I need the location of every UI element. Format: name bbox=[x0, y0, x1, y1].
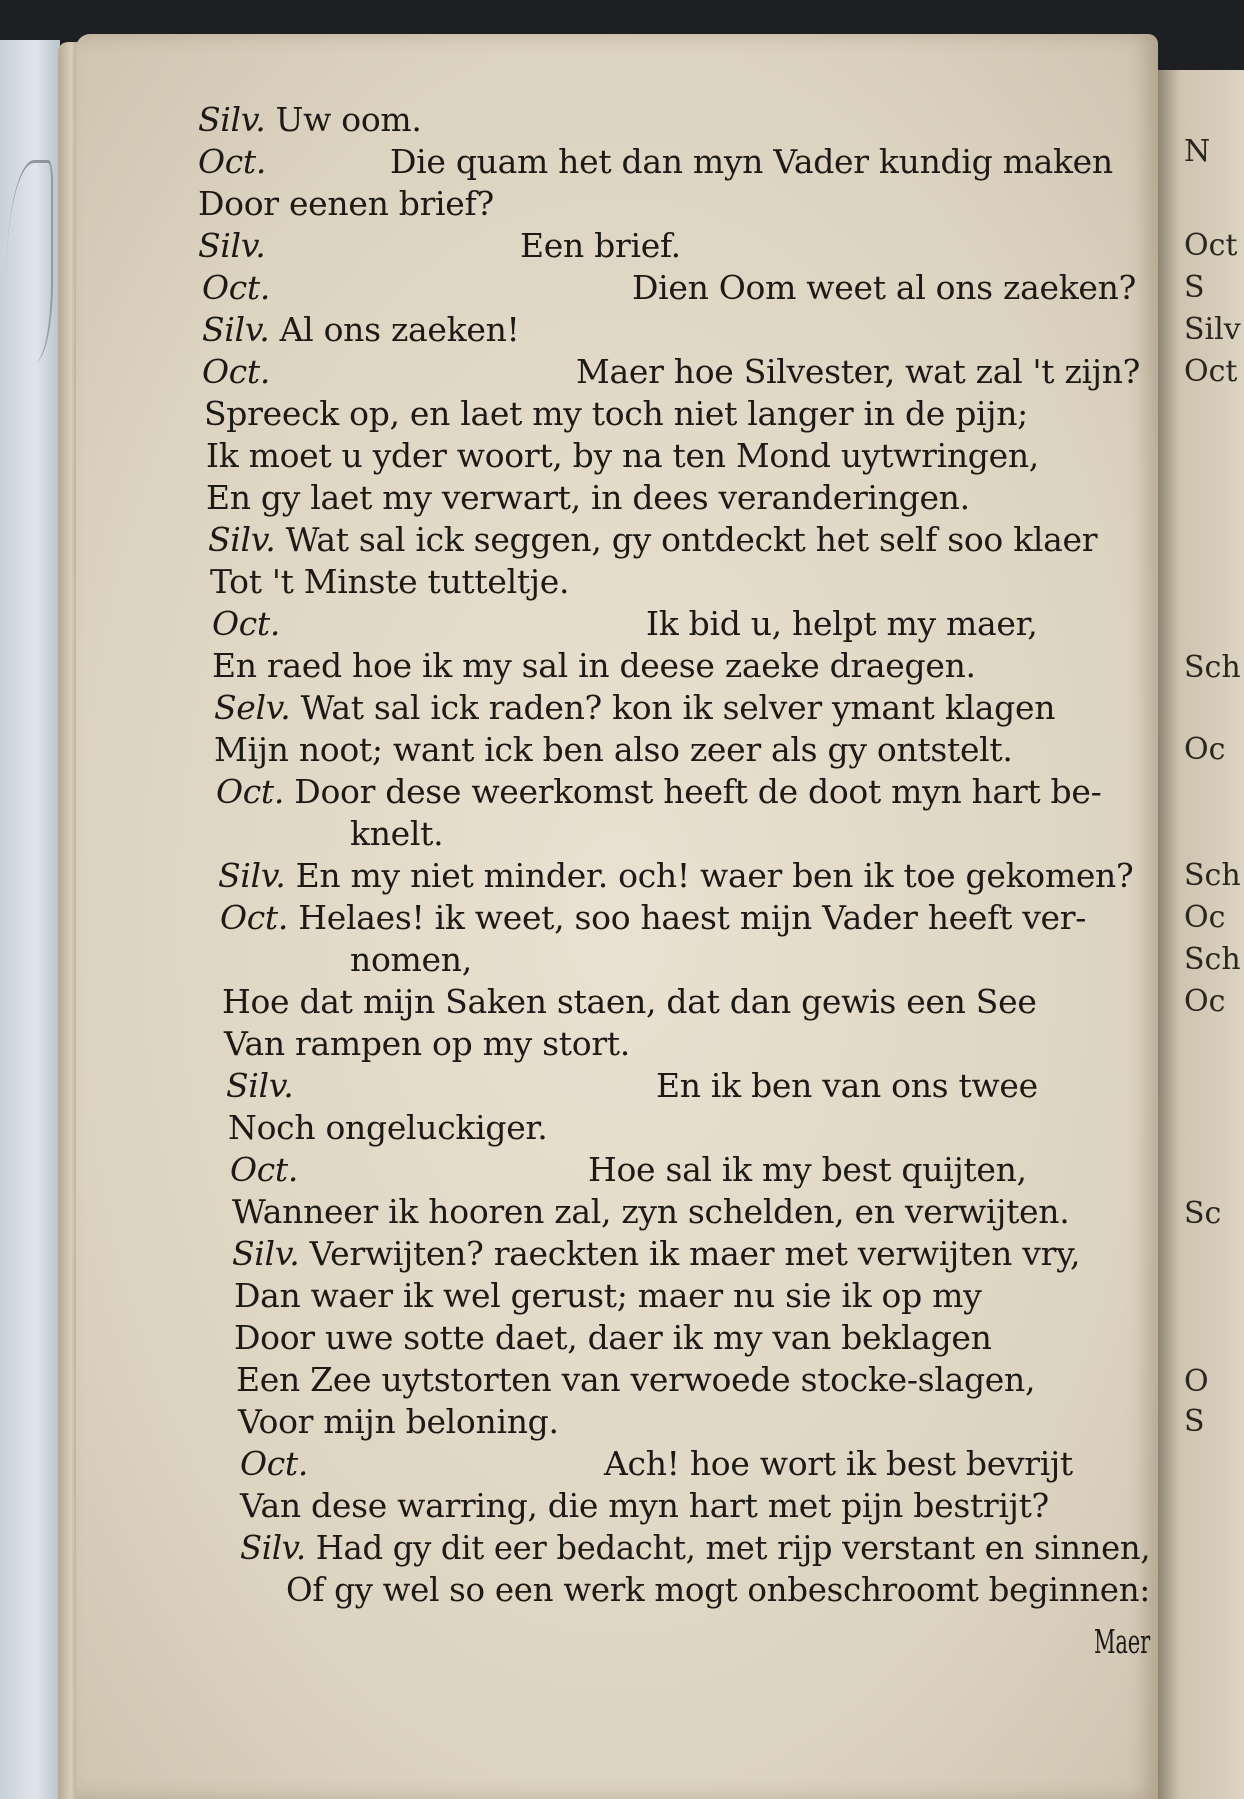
text-line bbox=[350, 940, 472, 980]
speaker-label: Oct. bbox=[230, 1150, 299, 1189]
line-text: Door uwe sotte daet, daer ik my van beklagen bbox=[234, 1318, 992, 1357]
line-text: Door dese weerkomst heeft de doot myn hart be- bbox=[284, 772, 1102, 811]
line-text: Een Zee uytstorten van verwoede stocke-slagen, bbox=[236, 1360, 1036, 1399]
text-line bbox=[232, 1192, 1069, 1232]
next-page-fragment: Oc bbox=[1184, 984, 1226, 1019]
line-text: knelt. bbox=[350, 814, 444, 853]
next-page-fragment: Oc bbox=[1184, 732, 1226, 767]
speaker-label: Oct. bbox=[240, 1444, 309, 1483]
speaker-label: Silv. bbox=[226, 1066, 294, 1105]
text-line bbox=[212, 646, 976, 686]
text-line bbox=[206, 436, 1039, 476]
next-page-fragment: Oct bbox=[1184, 228, 1238, 263]
next-page-fragment: Sch bbox=[1184, 858, 1241, 893]
next-page-fragment: N bbox=[1184, 134, 1211, 169]
line-text: Van dese warring, die myn hart met pijn bestrijt? bbox=[240, 1486, 1049, 1525]
text-line bbox=[208, 520, 1097, 560]
line-text: Door eenen brief? bbox=[198, 184, 494, 223]
line-text: Wanneer ik hooren zal, zyn schelden, en verwijten. bbox=[232, 1192, 1070, 1231]
line-text: Al ons zaeken! bbox=[269, 310, 520, 349]
text-line bbox=[198, 184, 494, 224]
text-line bbox=[224, 1024, 630, 1064]
text-line bbox=[230, 1150, 1027, 1190]
next-page-fragment: Silv bbox=[1184, 312, 1241, 347]
line-text: Uw oom. bbox=[265, 100, 422, 139]
text-line bbox=[198, 226, 681, 266]
next-page-fragment: Sch bbox=[1184, 942, 1241, 977]
text-line bbox=[204, 394, 1028, 434]
line-text: Maer hoe Silvester, wat zal 't zijn? bbox=[576, 352, 1141, 391]
text-line bbox=[218, 856, 1133, 896]
text-line bbox=[212, 604, 1038, 644]
line-text: Hoe sal ik my best quijten, bbox=[588, 1150, 1027, 1189]
text-line bbox=[206, 478, 970, 518]
text-line bbox=[202, 310, 519, 350]
line-text: Spreeck op, en laet my toch niet langer in de pijn; bbox=[204, 394, 1028, 433]
line-text: Wat sal ick seggen, gy ontdeckt het self soo klaer bbox=[275, 520, 1098, 559]
text-line bbox=[240, 1486, 1049, 1526]
line-text: Dan waer ik wel gerust; maer nu sie ik op my bbox=[234, 1276, 982, 1315]
text-line bbox=[286, 1570, 1150, 1610]
text-line bbox=[228, 1108, 547, 1148]
text-line bbox=[214, 688, 1055, 728]
speaker-label: Silv. bbox=[202, 310, 270, 349]
line-text: Verwijten? raeckten ik maer met verwijten vry, bbox=[299, 1234, 1081, 1273]
next-page-fragment: O bbox=[1184, 1364, 1209, 1399]
line-text: Dien Oom weet al ons zaeken? bbox=[632, 268, 1136, 307]
line-text: Wat sal ick raden? kon ik selver ymant klagen bbox=[290, 688, 1056, 727]
text-line bbox=[202, 352, 1141, 392]
line-text: Een brief. bbox=[520, 226, 681, 265]
line-text: Ik bid u, helpt my maer, bbox=[646, 604, 1038, 643]
line-text: Had gy dit eer bedacht, met rijp verstant en sinnen, bbox=[305, 1528, 1151, 1567]
text-line bbox=[202, 268, 1136, 308]
speaker-label: Silv. bbox=[198, 100, 266, 139]
text-line bbox=[240, 1528, 1150, 1568]
next-page-fragment: Oct bbox=[1184, 354, 1238, 389]
text-line bbox=[350, 814, 443, 854]
speaker-label: Silv. bbox=[232, 1234, 300, 1273]
next-page-fragment: S bbox=[1184, 1404, 1205, 1439]
text-line bbox=[226, 1066, 1038, 1106]
speaker-label: Oct. bbox=[212, 604, 281, 643]
text-line bbox=[236, 1360, 1035, 1400]
line-text: En gy laet my verwart, in dees veranderingen. bbox=[206, 478, 970, 517]
line-text: Of gy wel so een werk mogt onbeschroomt beginnen: bbox=[286, 1570, 1150, 1609]
line-text: Noch ongeluckiger. bbox=[228, 1108, 548, 1147]
line-text: nomen, bbox=[350, 940, 472, 979]
line-text: Van rampen op my stort. bbox=[224, 1024, 630, 1063]
text-line bbox=[234, 1318, 992, 1358]
speaker-label: Silv. bbox=[198, 226, 266, 265]
text-line bbox=[210, 562, 569, 602]
text-line bbox=[214, 730, 1013, 770]
text-line bbox=[1094, 1622, 1150, 1662]
speaker-label: Silv. bbox=[208, 520, 276, 559]
next-page-fragment: Sch bbox=[1184, 650, 1241, 685]
text-line bbox=[198, 142, 1113, 182]
text-line bbox=[238, 1402, 559, 1442]
speaker-label: Oct. bbox=[220, 898, 289, 937]
text-line bbox=[220, 898, 1086, 938]
line-text: En my niet minder. och! waer ben ik toe gekomen? bbox=[285, 856, 1134, 895]
text-line bbox=[234, 1276, 981, 1316]
line-text: Maer bbox=[1094, 1622, 1150, 1661]
text-line bbox=[232, 1234, 1080, 1274]
speaker-label: Oct. bbox=[202, 352, 271, 391]
line-text: Ach! hoe wort ik best bevrijt bbox=[604, 1444, 1073, 1483]
next-page-fragment: Sc bbox=[1184, 1196, 1222, 1231]
next-page-fragment: Oc bbox=[1184, 900, 1226, 935]
line-text: En ik ben van ons twee bbox=[656, 1066, 1038, 1105]
line-text: Mijn noot; want ick ben also zeer als gy ontstelt. bbox=[214, 730, 1013, 769]
text-line bbox=[198, 100, 422, 140]
text-line bbox=[222, 982, 1037, 1022]
line-text: Ik moet u yder woort, by na ten Mond uytwringen, bbox=[206, 436, 1039, 475]
speaker-label: Silv. bbox=[218, 856, 286, 895]
line-text: En raed hoe ik my sal in deese zaeke draegen. bbox=[212, 646, 976, 685]
speaker-label: Silv. bbox=[240, 1528, 306, 1567]
line-text: Helaes! ik weet, soo haest mijn Vader heeft ver- bbox=[288, 898, 1087, 937]
next-page-fragment: S bbox=[1184, 270, 1205, 305]
speaker-label: Oct. bbox=[198, 142, 267, 181]
speaker-label: Oct. bbox=[202, 268, 271, 307]
text-line bbox=[240, 1444, 1073, 1484]
speaker-label: Oct. bbox=[216, 772, 285, 811]
line-text: Die quam het dan myn Vader kundig maken bbox=[390, 142, 1113, 181]
line-text: Voor mijn beloning. bbox=[238, 1402, 559, 1441]
line-text: Hoe dat mijn Saken staen, dat dan gewis een See bbox=[222, 982, 1037, 1021]
line-text: Tot 't Minste tutteltje. bbox=[210, 562, 570, 601]
speaker-label: Selv. bbox=[214, 688, 291, 727]
text-line bbox=[216, 772, 1101, 812]
